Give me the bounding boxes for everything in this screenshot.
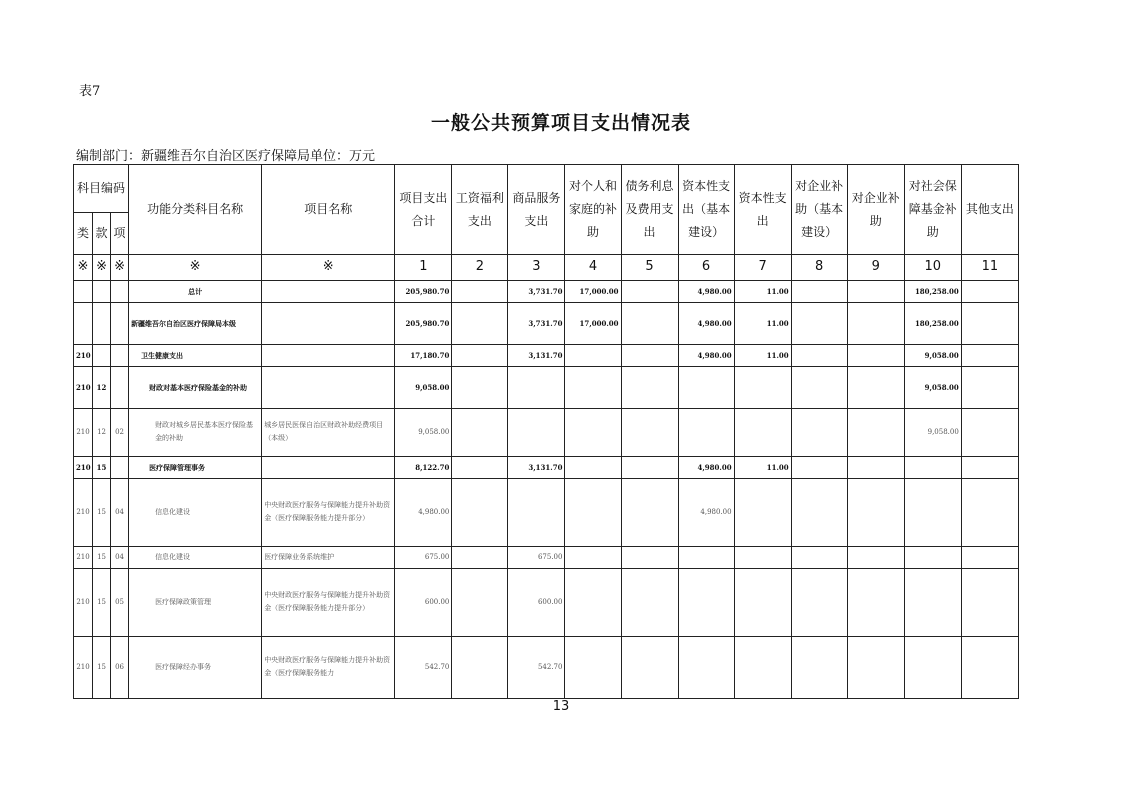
cell-value: 3,731.70 bbox=[508, 280, 565, 302]
header-col-5: 债务利息及费用支出 bbox=[621, 165, 678, 255]
cell-value bbox=[791, 636, 847, 698]
cell-value bbox=[791, 280, 847, 302]
cell-value: 205,980.70 bbox=[395, 280, 452, 302]
cell-value bbox=[961, 568, 1018, 636]
cell-value bbox=[734, 636, 791, 698]
cell-value bbox=[791, 344, 847, 366]
cell-project-name: 中央财政医疗服务与保障能力提升补助资金（医疗保障服务能力提升部分） bbox=[262, 568, 395, 636]
cell-kuan bbox=[93, 344, 111, 366]
page-number: 13 bbox=[552, 699, 570, 714]
cell-value bbox=[734, 408, 791, 456]
cell-value: 180,258.00 bbox=[904, 280, 961, 302]
table-row bbox=[74, 302, 1019, 344]
marker-cell: ※ bbox=[111, 255, 129, 281]
cell-project-name: 中央财政医疗服务与保障能力提升补助资金（医疗保障服务能力 bbox=[262, 636, 395, 698]
cell-lei: 210 bbox=[74, 546, 93, 568]
header-col-1: 项目支出合计 bbox=[395, 165, 452, 255]
cell-xiang bbox=[111, 456, 129, 478]
cell-xiang bbox=[111, 302, 129, 344]
cell-value: 4,980.00 bbox=[678, 344, 734, 366]
cell-value bbox=[904, 478, 961, 546]
cell-value bbox=[452, 568, 508, 636]
cell-kuan: 15 bbox=[93, 546, 111, 568]
cell-value: 11.00 bbox=[734, 456, 791, 478]
cell-value bbox=[621, 366, 678, 408]
cell-value: 9,058.00 bbox=[395, 366, 452, 408]
cell-value bbox=[961, 366, 1018, 408]
cell-xiang: 04 bbox=[111, 546, 129, 568]
cell-value bbox=[452, 366, 508, 408]
cell-value bbox=[961, 636, 1018, 698]
cell-value: 9,058.00 bbox=[395, 408, 452, 456]
cell-value: 4,980.00 bbox=[395, 478, 452, 546]
table-row bbox=[74, 280, 1019, 302]
cell-value bbox=[678, 366, 734, 408]
table-row bbox=[74, 568, 1019, 636]
cell-project-name: 城乡居民医保自治区财政补助经费项目（本级） bbox=[262, 408, 395, 456]
cell-value bbox=[621, 408, 678, 456]
cell-value bbox=[452, 478, 508, 546]
cell-value bbox=[621, 456, 678, 478]
cell-project-name bbox=[262, 302, 395, 344]
col-number: 11 bbox=[961, 255, 1018, 281]
cell-value bbox=[508, 366, 565, 408]
header-col-3: 商品服务支出 bbox=[508, 165, 565, 255]
cell-value: 4,980.00 bbox=[678, 280, 734, 302]
cell-value: 180,258.00 bbox=[904, 302, 961, 344]
cell-kuan: 15 bbox=[93, 568, 111, 636]
cell-value bbox=[621, 302, 678, 344]
cell-value bbox=[621, 280, 678, 302]
col-number: 9 bbox=[847, 255, 904, 281]
cell-value bbox=[847, 344, 904, 366]
cell-value bbox=[678, 636, 734, 698]
cell-project-name: 中央财政医疗服务与保障能力提升补助资金（医疗保障服务能力提升部分） bbox=[262, 478, 395, 546]
cell-func-name: 财政对基本医疗保险基金的补助 bbox=[129, 366, 262, 408]
header-col-2: 工资福利支出 bbox=[452, 165, 508, 255]
cell-value bbox=[621, 546, 678, 568]
col-number: 2 bbox=[452, 255, 508, 281]
cell-func-name: 总计 bbox=[129, 280, 262, 302]
cell-value bbox=[961, 456, 1018, 478]
cell-xiang bbox=[111, 280, 129, 302]
cell-value: 11.00 bbox=[734, 280, 791, 302]
cell-value bbox=[452, 302, 508, 344]
cell-value bbox=[847, 478, 904, 546]
cell-value bbox=[791, 456, 847, 478]
cell-value: 600.00 bbox=[508, 568, 565, 636]
cell-kuan: 15 bbox=[93, 456, 111, 478]
cell-value bbox=[961, 408, 1018, 456]
cell-lei: 210 bbox=[74, 344, 93, 366]
header-lei: 类 bbox=[74, 213, 93, 255]
cell-value bbox=[565, 408, 621, 456]
cell-func-name: 财政对城乡居民基本医疗保险基金的补助 bbox=[129, 408, 262, 456]
cell-value bbox=[904, 456, 961, 478]
cell-value bbox=[791, 478, 847, 546]
cell-func-name: 医疗保障管理事务 bbox=[129, 456, 262, 478]
cell-lei bbox=[74, 302, 93, 344]
cell-value bbox=[621, 344, 678, 366]
cell-kuan: 12 bbox=[93, 408, 111, 456]
table-row bbox=[74, 478, 1019, 546]
cell-value bbox=[847, 366, 904, 408]
cell-value: 3,131.70 bbox=[508, 456, 565, 478]
cell-value bbox=[791, 366, 847, 408]
cell-value bbox=[791, 302, 847, 344]
cell-lei: 210 bbox=[74, 478, 93, 546]
col-number: 1 bbox=[395, 255, 452, 281]
cell-lei bbox=[74, 280, 93, 302]
cell-func-name: 医疗保障政策管理 bbox=[129, 568, 262, 636]
cell-lei: 210 bbox=[74, 636, 93, 698]
cell-project-name bbox=[262, 344, 395, 366]
cell-value bbox=[508, 478, 565, 546]
header-subject-code: 科目编码 bbox=[74, 165, 129, 213]
cell-value bbox=[961, 280, 1018, 302]
cell-value bbox=[847, 408, 904, 456]
table-row bbox=[74, 456, 1019, 478]
cell-value bbox=[678, 408, 734, 456]
cell-kuan: 12 bbox=[93, 366, 111, 408]
cell-value: 17,000.00 bbox=[565, 302, 621, 344]
cell-value bbox=[565, 456, 621, 478]
col-number: 8 bbox=[791, 255, 847, 281]
cell-kuan: 15 bbox=[93, 636, 111, 698]
header-col-7: 资本性支出 bbox=[734, 165, 791, 255]
unit-line: 编制部门：新疆维吾尔自治区医疗保障局单位：万元 bbox=[76, 149, 376, 164]
cell-value bbox=[734, 568, 791, 636]
col-number: 10 bbox=[904, 255, 961, 281]
cell-value bbox=[961, 302, 1018, 344]
budget-table bbox=[73, 164, 1019, 699]
table-row bbox=[74, 344, 1019, 366]
cell-value bbox=[452, 546, 508, 568]
col-number: 3 bbox=[508, 255, 565, 281]
header-func-name: 功能分类科目名称 bbox=[129, 165, 262, 255]
header-col-11: 其他支出 bbox=[961, 165, 1018, 255]
cell-value bbox=[734, 366, 791, 408]
table-tag: 表7 bbox=[79, 84, 101, 99]
cell-lei: 210 bbox=[74, 568, 93, 636]
cell-project-name bbox=[262, 280, 395, 302]
cell-value: 4,980.00 bbox=[678, 478, 734, 546]
cell-value bbox=[961, 344, 1018, 366]
cell-value bbox=[621, 568, 678, 636]
cell-value: 542.70 bbox=[395, 636, 452, 698]
header-xiang: 项 bbox=[111, 213, 129, 255]
cell-value: 542.70 bbox=[508, 636, 565, 698]
cell-value: 675.00 bbox=[508, 546, 565, 568]
cell-value: 8,122.70 bbox=[395, 456, 452, 478]
header-kuan: 款 bbox=[93, 213, 111, 255]
cell-value bbox=[847, 456, 904, 478]
cell-value bbox=[565, 568, 621, 636]
cell-value bbox=[847, 636, 904, 698]
cell-xiang: 06 bbox=[111, 636, 129, 698]
table-row bbox=[74, 546, 1019, 568]
cell-value: 9,058.00 bbox=[904, 366, 961, 408]
page-title: 一般公共预算项目支出情况表 bbox=[430, 112, 691, 134]
cell-func-name: 信息化建设 bbox=[129, 478, 262, 546]
cell-value bbox=[847, 546, 904, 568]
table-row bbox=[74, 636, 1019, 698]
cell-xiang bbox=[111, 344, 129, 366]
cell-value: 9,058.00 bbox=[904, 408, 961, 456]
cell-value bbox=[791, 568, 847, 636]
cell-value bbox=[565, 546, 621, 568]
cell-lei: 210 bbox=[74, 456, 93, 478]
marker-cell: ※ bbox=[129, 255, 262, 281]
cell-kuan bbox=[93, 280, 111, 302]
cell-value bbox=[734, 546, 791, 568]
header-col-6: 资本性支出（基本建设） bbox=[678, 165, 734, 255]
cell-value bbox=[621, 636, 678, 698]
cell-value bbox=[678, 568, 734, 636]
marker-cell: ※ bbox=[93, 255, 111, 281]
cell-func-name: 医疗保障经办事务 bbox=[129, 636, 262, 698]
cell-value bbox=[734, 478, 791, 546]
cell-value: 675.00 bbox=[395, 546, 452, 568]
cell-func-name: 新疆维吾尔自治区医疗保障局本级 bbox=[129, 302, 262, 344]
col-number: 7 bbox=[734, 255, 791, 281]
table-body bbox=[74, 280, 1019, 698]
cell-value: 600.00 bbox=[395, 568, 452, 636]
cell-value bbox=[452, 408, 508, 456]
cell-project-name: 医疗保障业务系统维护 bbox=[262, 546, 395, 568]
header-col-4: 对个人和家庭的补助 bbox=[565, 165, 621, 255]
cell-project-name bbox=[262, 456, 395, 478]
header-project-name: 项目名称 bbox=[262, 165, 395, 255]
cell-value: 17,000.00 bbox=[565, 280, 621, 302]
table-row bbox=[74, 408, 1019, 456]
cell-value bbox=[452, 344, 508, 366]
header-col-10: 对社会保障基金补助 bbox=[904, 165, 961, 255]
cell-value bbox=[565, 344, 621, 366]
cell-value bbox=[847, 280, 904, 302]
cell-value: 3,131.70 bbox=[508, 344, 565, 366]
cell-value: 9,058.00 bbox=[904, 344, 961, 366]
cell-value bbox=[565, 478, 621, 546]
cell-value bbox=[904, 568, 961, 636]
cell-value bbox=[565, 366, 621, 408]
marker-cell: ※ bbox=[262, 255, 395, 281]
col-number: 6 bbox=[678, 255, 734, 281]
cell-xiang: 05 bbox=[111, 568, 129, 636]
cell-value bbox=[452, 636, 508, 698]
marker-cell: ※ bbox=[74, 255, 93, 281]
header-col-8: 对企业补助（基本建设） bbox=[791, 165, 847, 255]
cell-value bbox=[904, 636, 961, 698]
cell-value: 17,180.70 bbox=[395, 344, 452, 366]
cell-value bbox=[847, 302, 904, 344]
cell-xiang: 02 bbox=[111, 408, 129, 456]
cell-func-name: 信息化建设 bbox=[129, 546, 262, 568]
cell-value: 11.00 bbox=[734, 302, 791, 344]
col-number: 4 bbox=[565, 255, 621, 281]
cell-lei: 210 bbox=[74, 366, 93, 408]
cell-value bbox=[452, 456, 508, 478]
cell-lei: 210 bbox=[74, 408, 93, 456]
cell-func-name: 卫生健康支出 bbox=[129, 344, 262, 366]
cell-value bbox=[961, 546, 1018, 568]
header-col-9: 对企业补助 bbox=[847, 165, 904, 255]
cell-value: 205,980.70 bbox=[395, 302, 452, 344]
cell-value bbox=[791, 546, 847, 568]
cell-project-name bbox=[262, 366, 395, 408]
cell-value: 11.00 bbox=[734, 344, 791, 366]
cell-value: 4,980.00 bbox=[678, 456, 734, 478]
cell-value bbox=[565, 636, 621, 698]
cell-xiang bbox=[111, 366, 129, 408]
cell-value bbox=[508, 408, 565, 456]
table-row bbox=[74, 366, 1019, 408]
cell-value bbox=[791, 408, 847, 456]
col-number: 5 bbox=[621, 255, 678, 281]
cell-value: 4,980.00 bbox=[678, 302, 734, 344]
cell-kuan: 15 bbox=[93, 478, 111, 546]
cell-value bbox=[678, 546, 734, 568]
cell-value bbox=[847, 568, 904, 636]
cell-xiang: 04 bbox=[111, 478, 129, 546]
cell-value: 3,731.70 bbox=[508, 302, 565, 344]
cell-value bbox=[621, 478, 678, 546]
cell-kuan bbox=[93, 302, 111, 344]
cell-value bbox=[961, 478, 1018, 546]
cell-value bbox=[904, 546, 961, 568]
cell-value bbox=[452, 280, 508, 302]
table-header bbox=[74, 165, 1019, 281]
